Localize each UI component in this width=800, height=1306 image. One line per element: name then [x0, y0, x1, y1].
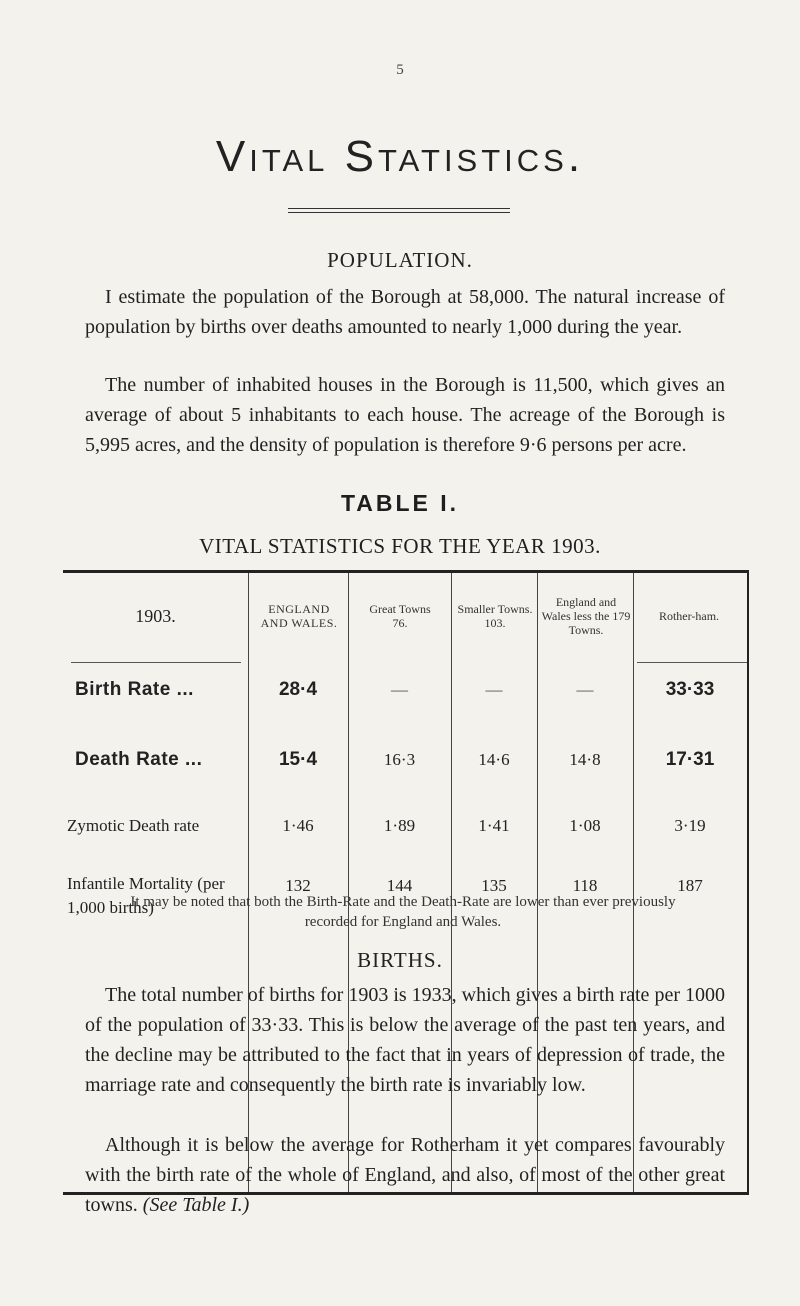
table-cell: 1·46: [282, 816, 314, 835]
header-year: 1903.: [135, 606, 176, 626]
table-cell: 16·3: [383, 750, 416, 769]
table-cell: 14·6: [478, 750, 510, 769]
table-cell: —: [391, 680, 408, 699]
header-england-wales: ENGLAND AND WALES.: [260, 602, 338, 630]
births-paragraph-1: [85, 980, 725, 1100]
table-reference: (See Table I.): [142, 1194, 250, 1216]
row-label-birth-rate: Birth Rate ...: [75, 679, 194, 700]
table-title: TABLE I.: [340, 490, 460, 516]
table-cell: —: [576, 680, 594, 699]
table-subtitle: VITAL STATISTICS FOR THE YEAR 1903.: [199, 534, 601, 558]
table-cell: 1·89: [383, 816, 416, 835]
births-heading: BIRTHS.: [357, 948, 443, 972]
table-cell: 187: [677, 876, 703, 895]
table-cell: 118: [572, 876, 598, 895]
row-label-infantile-mortality: Infantile Mortality (per 1,000 births): [67, 874, 225, 917]
table-cell: —: [485, 680, 503, 699]
table-right-edge: [747, 570, 749, 1195]
page-number: 5: [396, 62, 404, 78]
table-cell: 15·4: [278, 749, 318, 770]
population-heading: POPULATION.: [327, 248, 473, 272]
table-cell: 14·8: [569, 750, 601, 769]
population-paragraph-2-text: The number of inhabited houses in the Borough is 11,500, which gives an average of about 5 inhabitants to each house. The acreage of the Borough is 5,995 acres, and the density of population is therefore 9·6 persons per acre.: [85, 374, 725, 456]
row-label-zymotic-death-rate: Zymotic Death rate: [67, 816, 200, 835]
row-label-death-rate: Death Rate ...: [75, 749, 203, 770]
table-cell: 33·33: [665, 679, 715, 700]
births-paragraph-1-text: The total number of births for 1903 is 1933, which gives a birth rate per 1000 of the population of 33·33. This is below the average of the past ten years, and the decline may be attributed to the fact that in years of depression of trade, the marriage rate and consequently the birth rate is invariably low.: [85, 984, 725, 1096]
page-title: Vital Statistics.: [215, 132, 585, 181]
table-cell: 17·31: [665, 749, 715, 770]
title-rule-upper: [288, 208, 510, 209]
title-rule-lower: [288, 212, 510, 213]
population-paragraph-2: [85, 370, 725, 460]
table-cell: 144: [386, 876, 413, 895]
header-rotherham: Rother-ham.: [658, 609, 720, 623]
header-rule: [71, 662, 241, 663]
header-great-towns: Great Towns 76.: [369, 602, 431, 630]
header-england-wales-less: England and Wales less the 179 Towns.: [541, 595, 631, 637]
table-note: It may be noted that both the Birth-Rate and the Death-Rate are lower than ever previously recorded for England and Wales.: [130, 894, 676, 930]
header-smaller-towns: Smaller Towns. 103.: [457, 602, 533, 630]
table-cell: 135: [481, 876, 507, 895]
table-cell: 28·4: [278, 679, 318, 700]
population-paragraph-1-text: I estimate the population of the Borough at 58,000. The natural increase of population by births over deaths amounted to nearly 1,000 during the year.: [85, 286, 725, 338]
births-paragraph-2-text: Although it is below the average for Rotherham it yet compares favourably with the birth rate of the whole of England, and also, of most of the other great towns.: [85, 1134, 725, 1216]
table-cell: 1·08: [569, 816, 601, 835]
table-cell: 3·19: [674, 816, 706, 835]
population-paragraph-1: [85, 282, 725, 342]
header-rule: [637, 662, 747, 663]
table-cell: 132: [285, 876, 311, 895]
table-cell: 1·41: [478, 816, 510, 835]
births-paragraph-2: [85, 1130, 725, 1220]
